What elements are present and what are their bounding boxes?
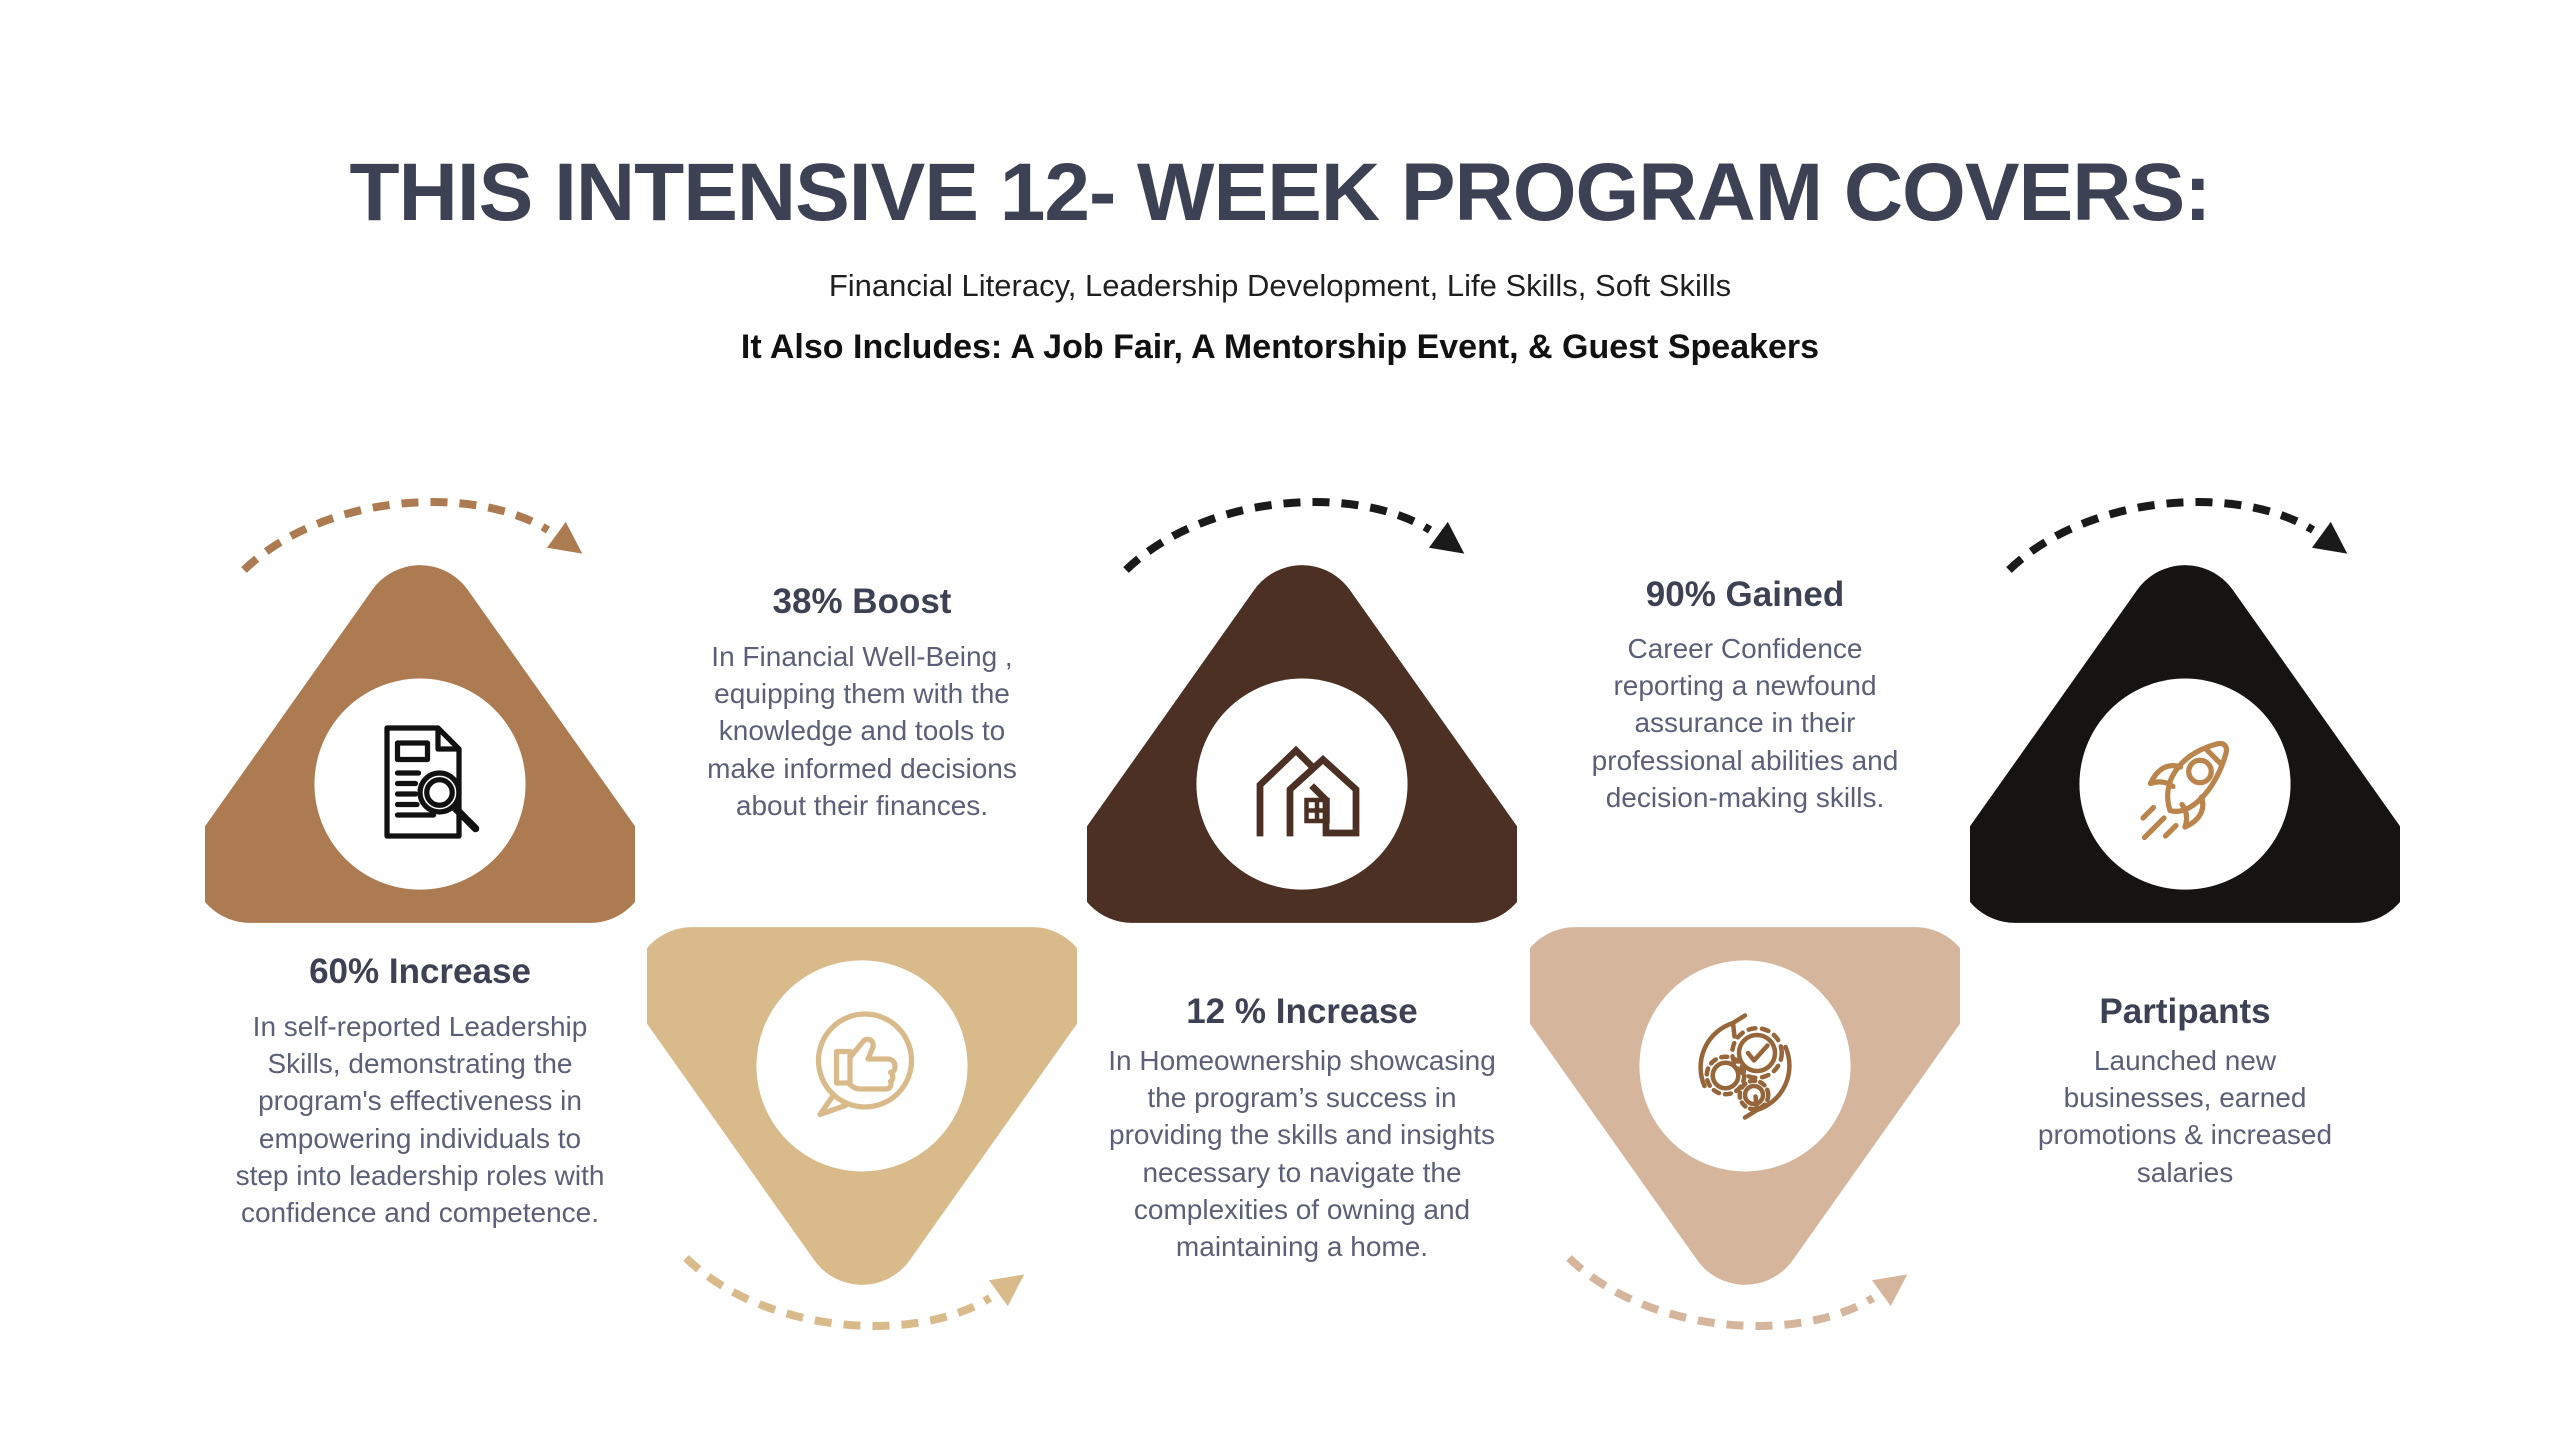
card-body: Launched new businesses, earned promotions & increased salaries bbox=[2037, 1045, 2333, 1188]
card-homeownership bbox=[1082, 470, 1522, 1420]
card-leadership bbox=[200, 470, 640, 1420]
card-heading: 12 % Increase bbox=[1186, 992, 1418, 1031]
card-heading: 90% Gained bbox=[1645, 575, 1845, 614]
card-heading: 60% Increase bbox=[309, 952, 531, 991]
rocket-icon bbox=[2110, 710, 2260, 860]
card-body: Career Confidence reporting a newfound assurance in their professional abilities and decision-making skills. bbox=[1591, 633, 1899, 813]
houses-icon bbox=[1227, 710, 1377, 860]
document-search-icon bbox=[345, 710, 495, 860]
card-body: In Financial Well-Being , equipping them with the knowledge and tools to make informed decisions about their finances. bbox=[707, 641, 1017, 821]
card-body: In Homeownership showcasing the program’s success in providing the skills and insights necessary to navigate the complexities of owning and maintaining a home. bbox=[1108, 1045, 1496, 1263]
card-heading: 38% Boost bbox=[772, 582, 952, 621]
dashed-arc-arrow-icon bbox=[672, 1240, 1052, 1350]
card-heading: Partipants bbox=[2099, 992, 2271, 1031]
header-subtitle: Financial Literacy, Leadership Development, Life Skills, Soft Skills bbox=[828, 268, 1732, 303]
thumbs-up-speech-icon bbox=[787, 990, 937, 1140]
card-career-confidence bbox=[1525, 470, 1965, 1420]
header-subtitle-bold: It Also Includes: A Job Fair, A Mentorship Event, & Guest Speakers bbox=[740, 328, 1820, 366]
gears-sync-icon bbox=[1670, 990, 1820, 1140]
card-financial-well-being bbox=[642, 470, 1082, 1420]
card-body: In self-reported Leadership Skills, demonstrating the program's effectiveness in empowering individuals to step into leadership roles with confidence and competence. bbox=[235, 1011, 605, 1229]
page-title: THIS INTENSIVE 12- WEEK PROGRAM COVERS: bbox=[349, 147, 2211, 238]
card-participants bbox=[1965, 470, 2405, 1420]
dashed-arc-arrow-icon bbox=[1555, 1240, 1935, 1350]
